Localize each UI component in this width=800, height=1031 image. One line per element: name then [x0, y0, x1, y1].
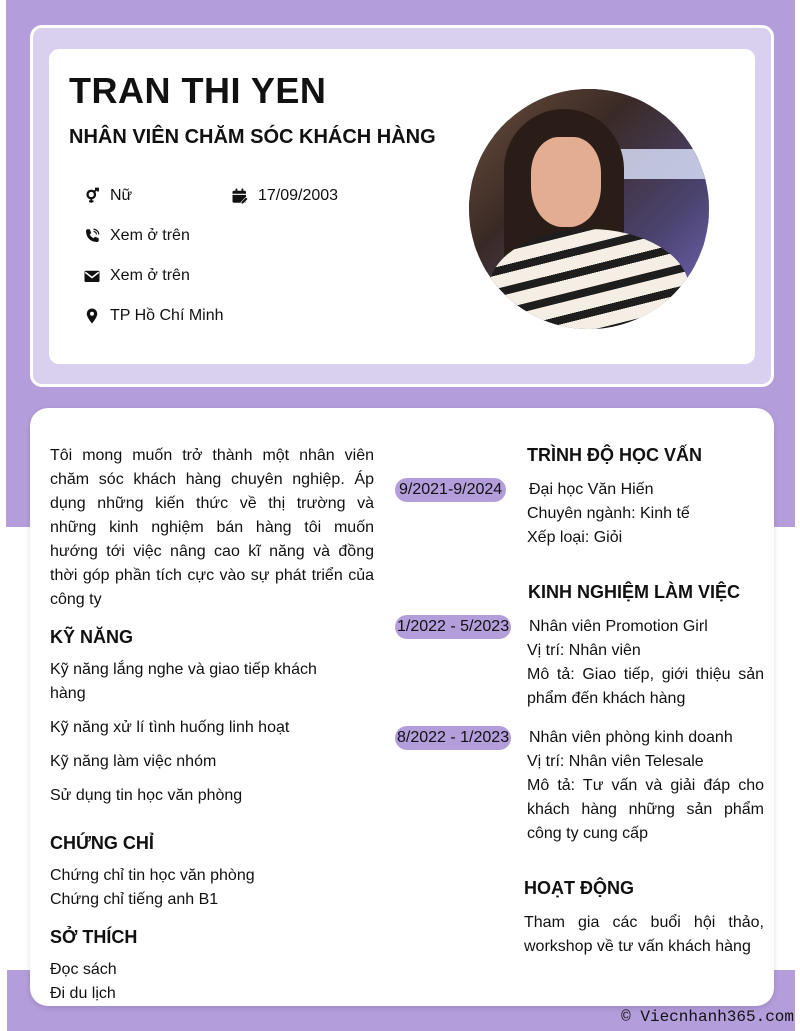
calendar-icon [230, 186, 250, 206]
skill-item: Kỹ năng xử lí tình huống linh hoạt [50, 719, 290, 736]
address-value: TP Hồ Chí Minh [110, 307, 224, 324]
activities-text: Tham gia các buổi hội thảo, workshop về tư vấn khách hàng [524, 914, 764, 955]
certificate-item: Chứng chỉ tin học văn phòng [50, 867, 255, 884]
education-major: Chuyên ngành: Kinh tế [527, 505, 690, 522]
skill-item: Sử dụng tin học văn phòng [50, 787, 243, 804]
skill-item: Kỹ năng làm việc nhóm [50, 753, 217, 770]
info-phone [82, 226, 190, 246]
candidate-name: TRAN THI YEN [69, 70, 327, 111]
activities-title: HOẠT ĐỘNG [524, 878, 634, 898]
job-title: NHÂN VIÊN CHĂM SÓC KHÁCH HÀNG [69, 126, 436, 148]
info-birthday [230, 186, 338, 206]
experience-role: Nhân viên phòng kinh doanh [529, 729, 733, 746]
experience-desc: Mô tả: Tư vấn và giải đáp cho khách hàng những sản phẩm công ty cung cấp [527, 777, 764, 842]
envelope-icon [82, 266, 102, 286]
experience-period-badge: 8/2022 - 1/2023 [395, 726, 511, 750]
birthday-value: 17/09/2003 [258, 187, 339, 204]
education-period-badge: 9/2021-9/2024 [395, 478, 506, 502]
experience-position: Vị trí: Nhân viên [527, 642, 641, 659]
education-title: TRÌNH ĐỘ HỌC VẤN [527, 445, 702, 465]
education-school: Đại học Văn Hiến [529, 481, 654, 498]
avatar-photo [469, 89, 709, 329]
info-gender [82, 186, 132, 206]
gender-value: Nữ [110, 187, 133, 204]
location-pin-icon [82, 306, 102, 326]
certificate-item: Chứng chỉ tiếng anh B1 [50, 891, 219, 908]
experience-title: KINH NGHIỆM LÀM VIỆC [528, 582, 741, 602]
hobby-item: Đọc sách [50, 961, 117, 978]
info-address [82, 306, 224, 326]
education-rank: Xếp loại: Giỏi [527, 529, 623, 546]
certificates-title: CHỨNG CHỈ [50, 833, 154, 853]
phone-icon [82, 226, 102, 246]
career-objective: Tôi mong muốn trở thành một nhân viên chăm sóc khách hàng chuyên nghiệp. Áp dụng những kiến thức về thị trường và những kinh nghiệm bán hàng tôi muốn hướng tới việc nâng cao kĩ năng và đồng thời góp phần tích cực vào sự phát triển của công ty [50, 447, 374, 608]
hobbies-title: SỞ THÍCH [50, 927, 138, 947]
skill-item: Kỹ năng lắng nghe và giao tiếp khách hàng [50, 661, 317, 702]
experience-role: Nhân viên Promotion Girl [529, 618, 708, 635]
info-email [82, 266, 190, 286]
experience-position: Vị trí: Nhân viên Telesale [527, 753, 704, 770]
email-value: Xem ở trên [110, 267, 190, 284]
gender-icon [82, 186, 102, 206]
skills-title: KỸ NĂNG [50, 627, 134, 647]
experience-period-badge: 1/2022 - 5/2023 [395, 615, 511, 639]
hobby-item: Đi du lịch [50, 985, 116, 1002]
phone-value: Xem ở trên [110, 227, 190, 244]
copyright: © Viecnhanh365.com [621, 1008, 794, 1026]
experience-desc: Mô tả: Giao tiếp, giới thiệu sản phẩm đến khách hàng [527, 666, 764, 707]
